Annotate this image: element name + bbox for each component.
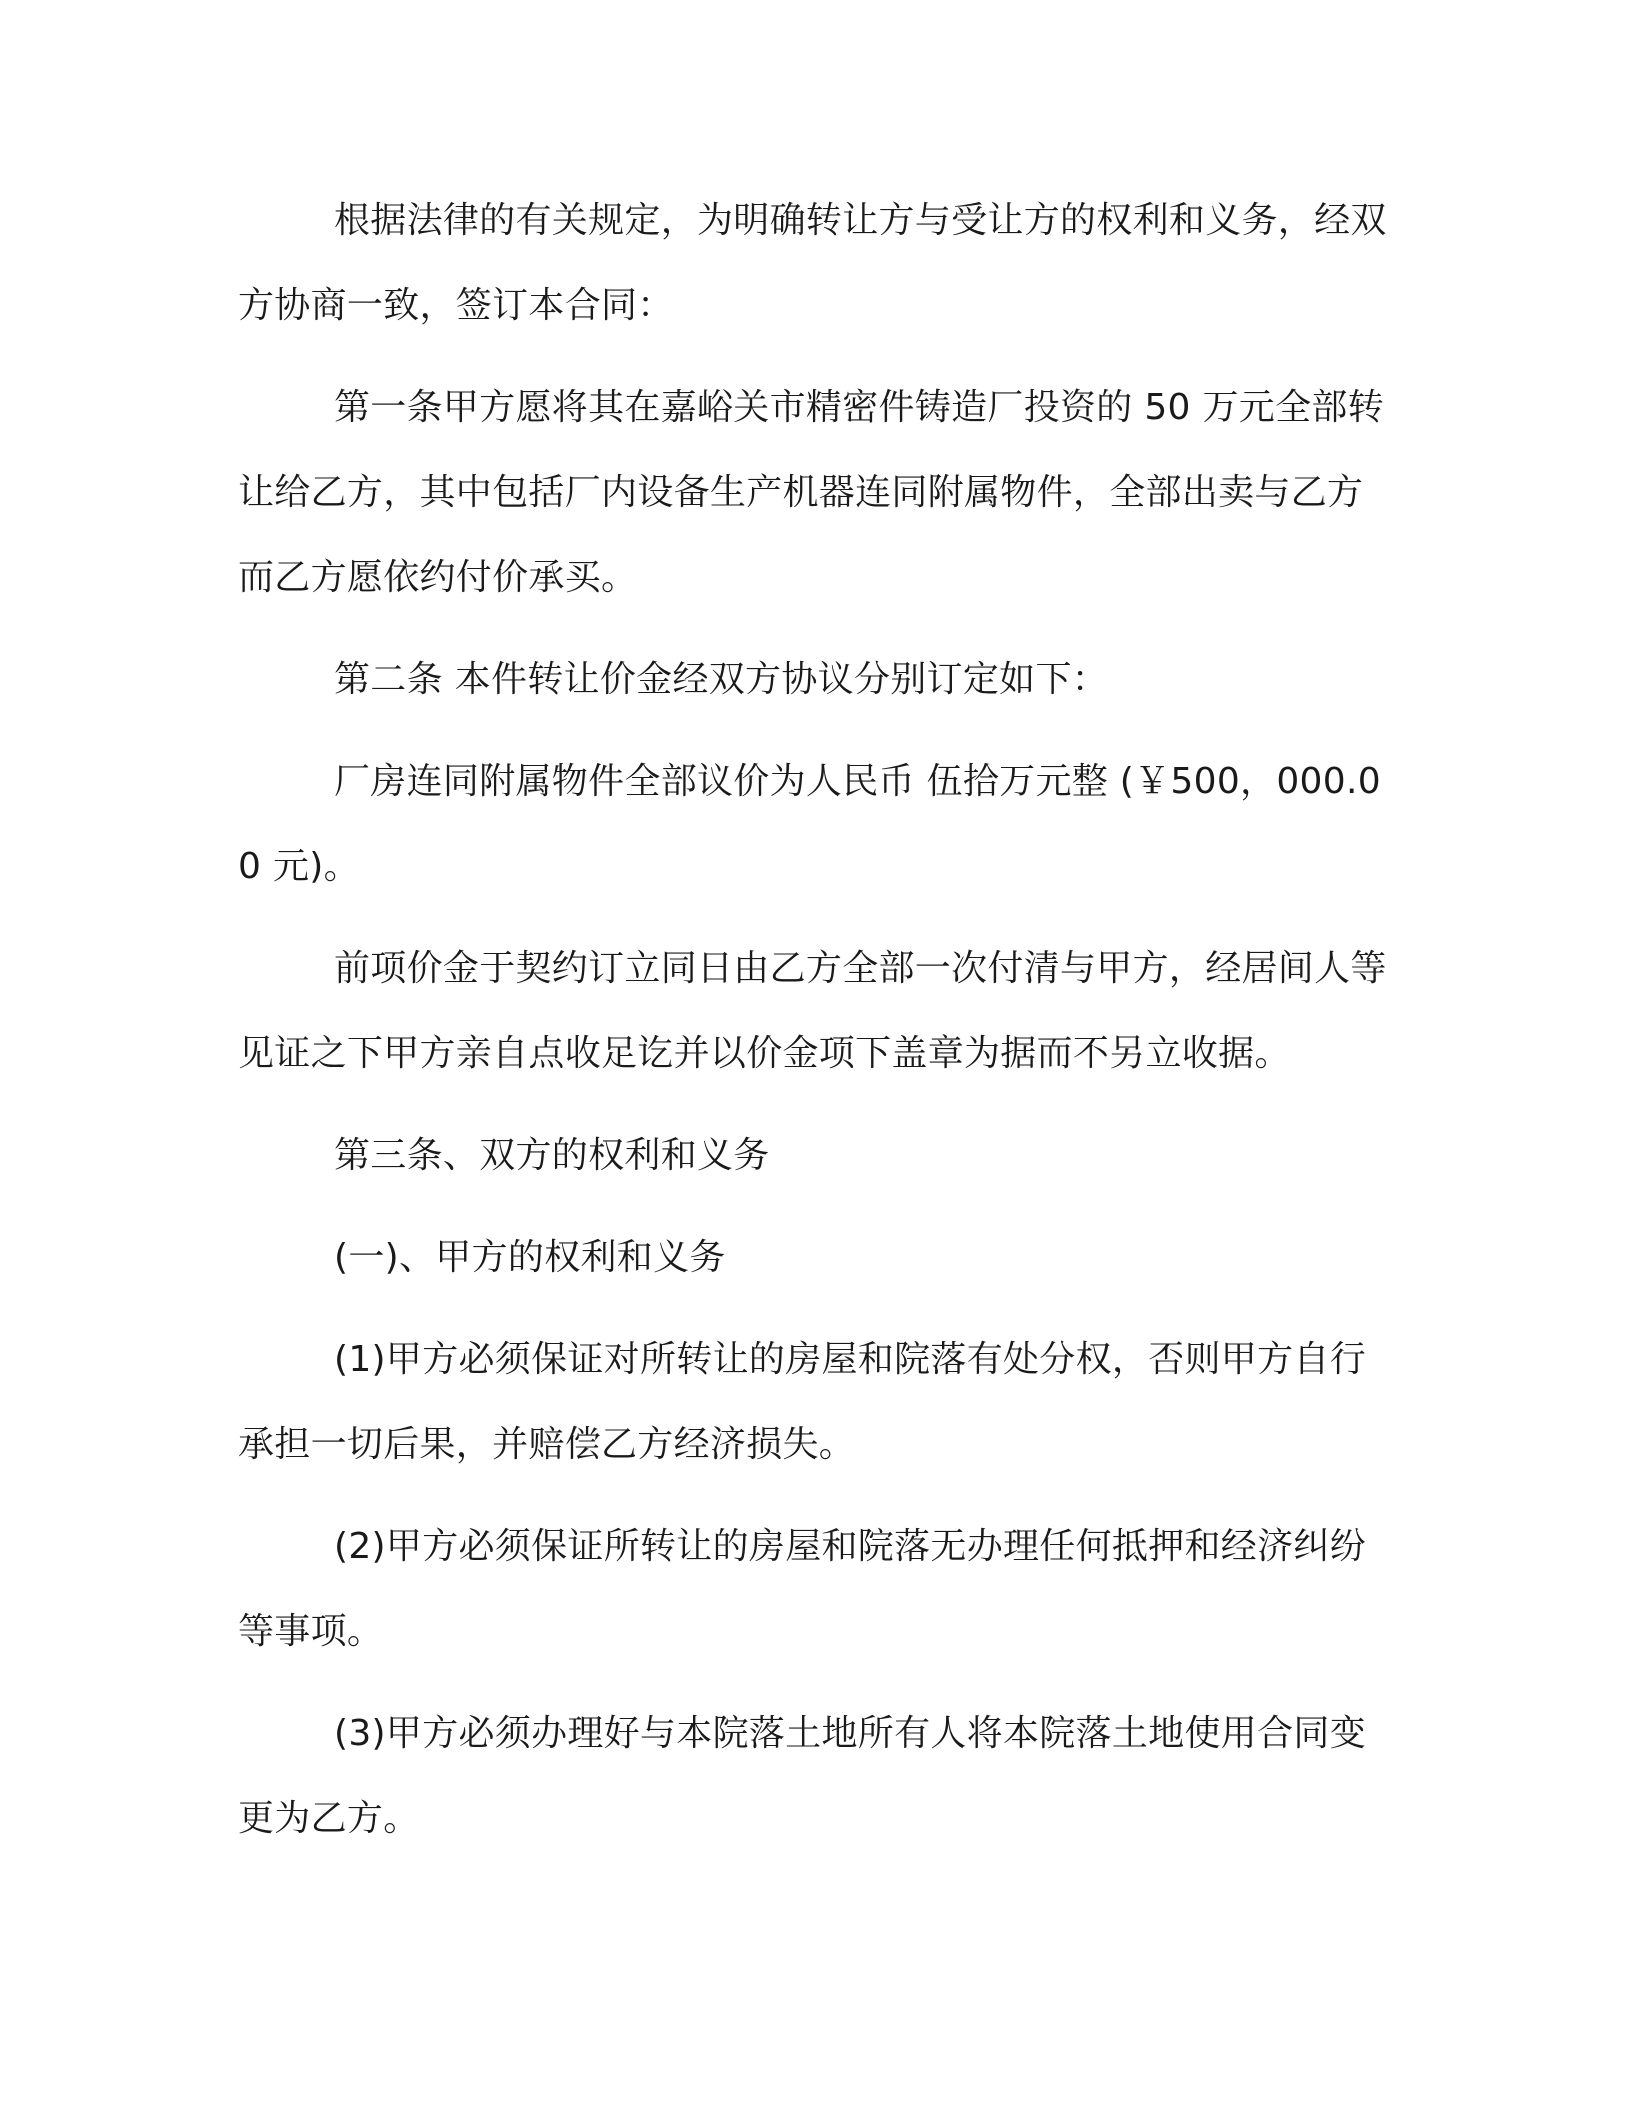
paragraph-price: 厂房连同附属物件全部议价为人民币 伍拾万元整 (￥500，000.00 元)。	[238, 761, 1381, 887]
paragraph-article-1: 第一条甲方愿将其在嘉峪关市精密件铸造厂投资的 50 万元全部转让给乙方，其中包括厂内设备生产机器连同附属物件，全部出卖与乙方而乙方愿依约付价承买。	[238, 387, 1384, 598]
paragraph-clause-1: (1)甲方必须保证对所转让的房屋和院落有处分权，否则甲方自行承担一切后果，并赔偿乙方经济损失。	[238, 1339, 1366, 1465]
paragraph-article-2: 第二条 本件转让价金经双方协议分别订定如下：	[334, 659, 1109, 700]
paragraph-payment: 前项价金于契约订立同日由乙方全部一次付清与甲方，经居间人等见证之下甲方亲自点收足讫并以价金项下盖章为据而不另立收据。	[238, 948, 1387, 1074]
document-body	[238, 178, 1388, 1878]
paragraph-clause-2: (2)甲方必须保证所转让的房屋和院落无办理任何抵押和经济纠纷等事项。	[238, 1526, 1366, 1652]
paragraph-article-3: 第三条、双方的权利和义务	[334, 1135, 770, 1176]
paragraph-party-a-heading: (一)、甲方的权利和义务	[334, 1237, 726, 1278]
paragraph-preamble: 根据法律的有关规定，为明确转让方与受让方的权利和义务，经双方协商一致，签订本合同：	[238, 200, 1387, 326]
paragraph-clause-3: (3)甲方必须办理好与本院落土地所有人将本院落土地使用合同变更为乙方。	[238, 1713, 1366, 1839]
